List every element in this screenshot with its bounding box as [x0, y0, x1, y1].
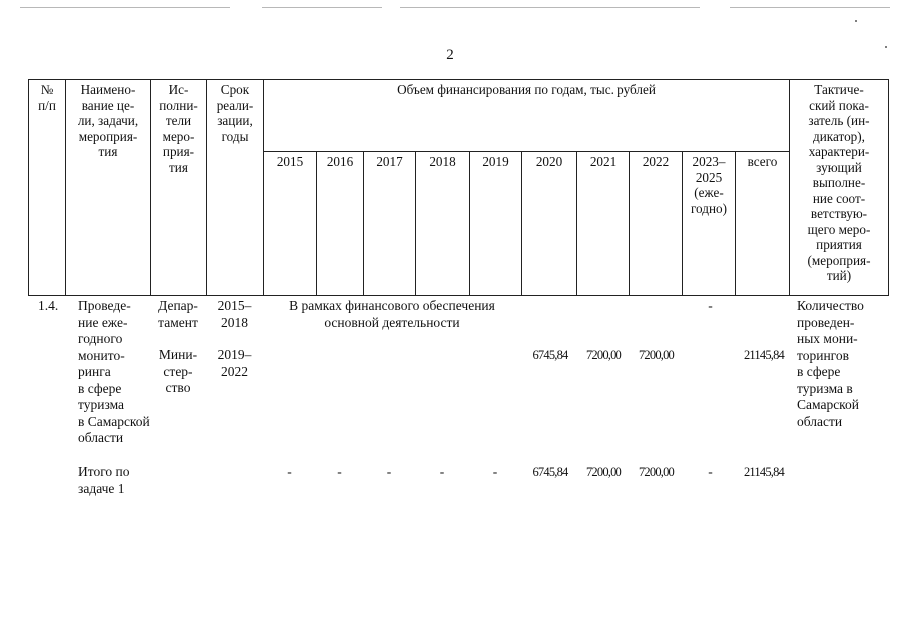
scan-artifact-line	[262, 7, 382, 8]
row-funding-note: В рамках финансового обеспечения основной деятельности	[289, 298, 495, 330]
header-year: 2020	[522, 152, 577, 296]
header-num: № п/п	[29, 80, 66, 296]
header-year: 2017	[364, 152, 416, 296]
totals-value-total: 21145,84	[743, 465, 784, 479]
header-year: 2016	[317, 152, 364, 296]
scan-artifact-line	[400, 7, 700, 8]
row-indicator: Количество проведен- ных мони- торингов в сфере туризма в Самарской области	[797, 298, 864, 429]
header-term: Срок реали- зации, годы	[207, 80, 264, 296]
row-number: 1.4.	[38, 298, 59, 313]
totals-value-2022: 7200,00	[638, 465, 675, 479]
header-executors: Ис- полни- тели меро- прия- тия	[151, 80, 207, 296]
totals-dash-2019: -	[492, 464, 498, 479]
page-number: 2	[446, 47, 454, 63]
scan-speck	[885, 46, 887, 48]
totals-value-2020: 6745,84	[532, 465, 568, 479]
header-indicator: Тактиче- ский пока- затель (ин- дикатор), характери- зующий выполне- ние соот- ветствую- щего меро- приятия (мероприя- тий)	[790, 80, 889, 296]
totals-dash-2016: -	[337, 464, 342, 479]
row-term-2: 2019– 2022	[217, 347, 252, 379]
header-funding: Объем финансирования по годам, тыс. рублей	[264, 80, 790, 152]
header-year: 2018	[416, 152, 470, 296]
scan-artifact-line	[730, 7, 890, 8]
header-year-range: 2023– 2025 (еже- годно)	[683, 152, 736, 296]
row-value-total: 21145,84	[743, 348, 784, 362]
totals-dash-2018: -	[439, 464, 445, 479]
row-name: Проведе- ние еже- годного монито- ринга в сфере туризма в Самарской области	[78, 298, 150, 445]
totals-dash-2015: -	[287, 464, 292, 479]
header-name: Наимено- вание це- ли, задачи, мероприя- тия	[66, 80, 151, 296]
header-year: 2015	[264, 152, 317, 296]
row-executor-1: Депар- тамент	[158, 298, 198, 330]
scan-speck	[855, 20, 857, 22]
header-total: всего	[736, 152, 790, 296]
scan-artifact-line	[20, 7, 230, 8]
row-executor-2: Мини- стер- ство	[158, 347, 198, 395]
totals-value-2021: 7200,00	[585, 465, 622, 479]
row-term-1: 2015– 2018	[217, 298, 252, 330]
row-value-2021: 7200,00	[585, 348, 622, 362]
table-header	[28, 79, 889, 296]
row-dash-2023: -	[708, 298, 713, 313]
row-value-2022: 7200,00	[638, 348, 675, 362]
header-year: 2021	[577, 152, 630, 296]
header-year: 2019	[470, 152, 522, 296]
totals-label: Итого по задаче 1	[78, 464, 130, 496]
row-value-2020: 6745,84	[532, 348, 568, 362]
totals-dash-2023: -	[708, 464, 713, 479]
totals-dash-2017: -	[386, 464, 392, 479]
header-year: 2022	[630, 152, 683, 296]
